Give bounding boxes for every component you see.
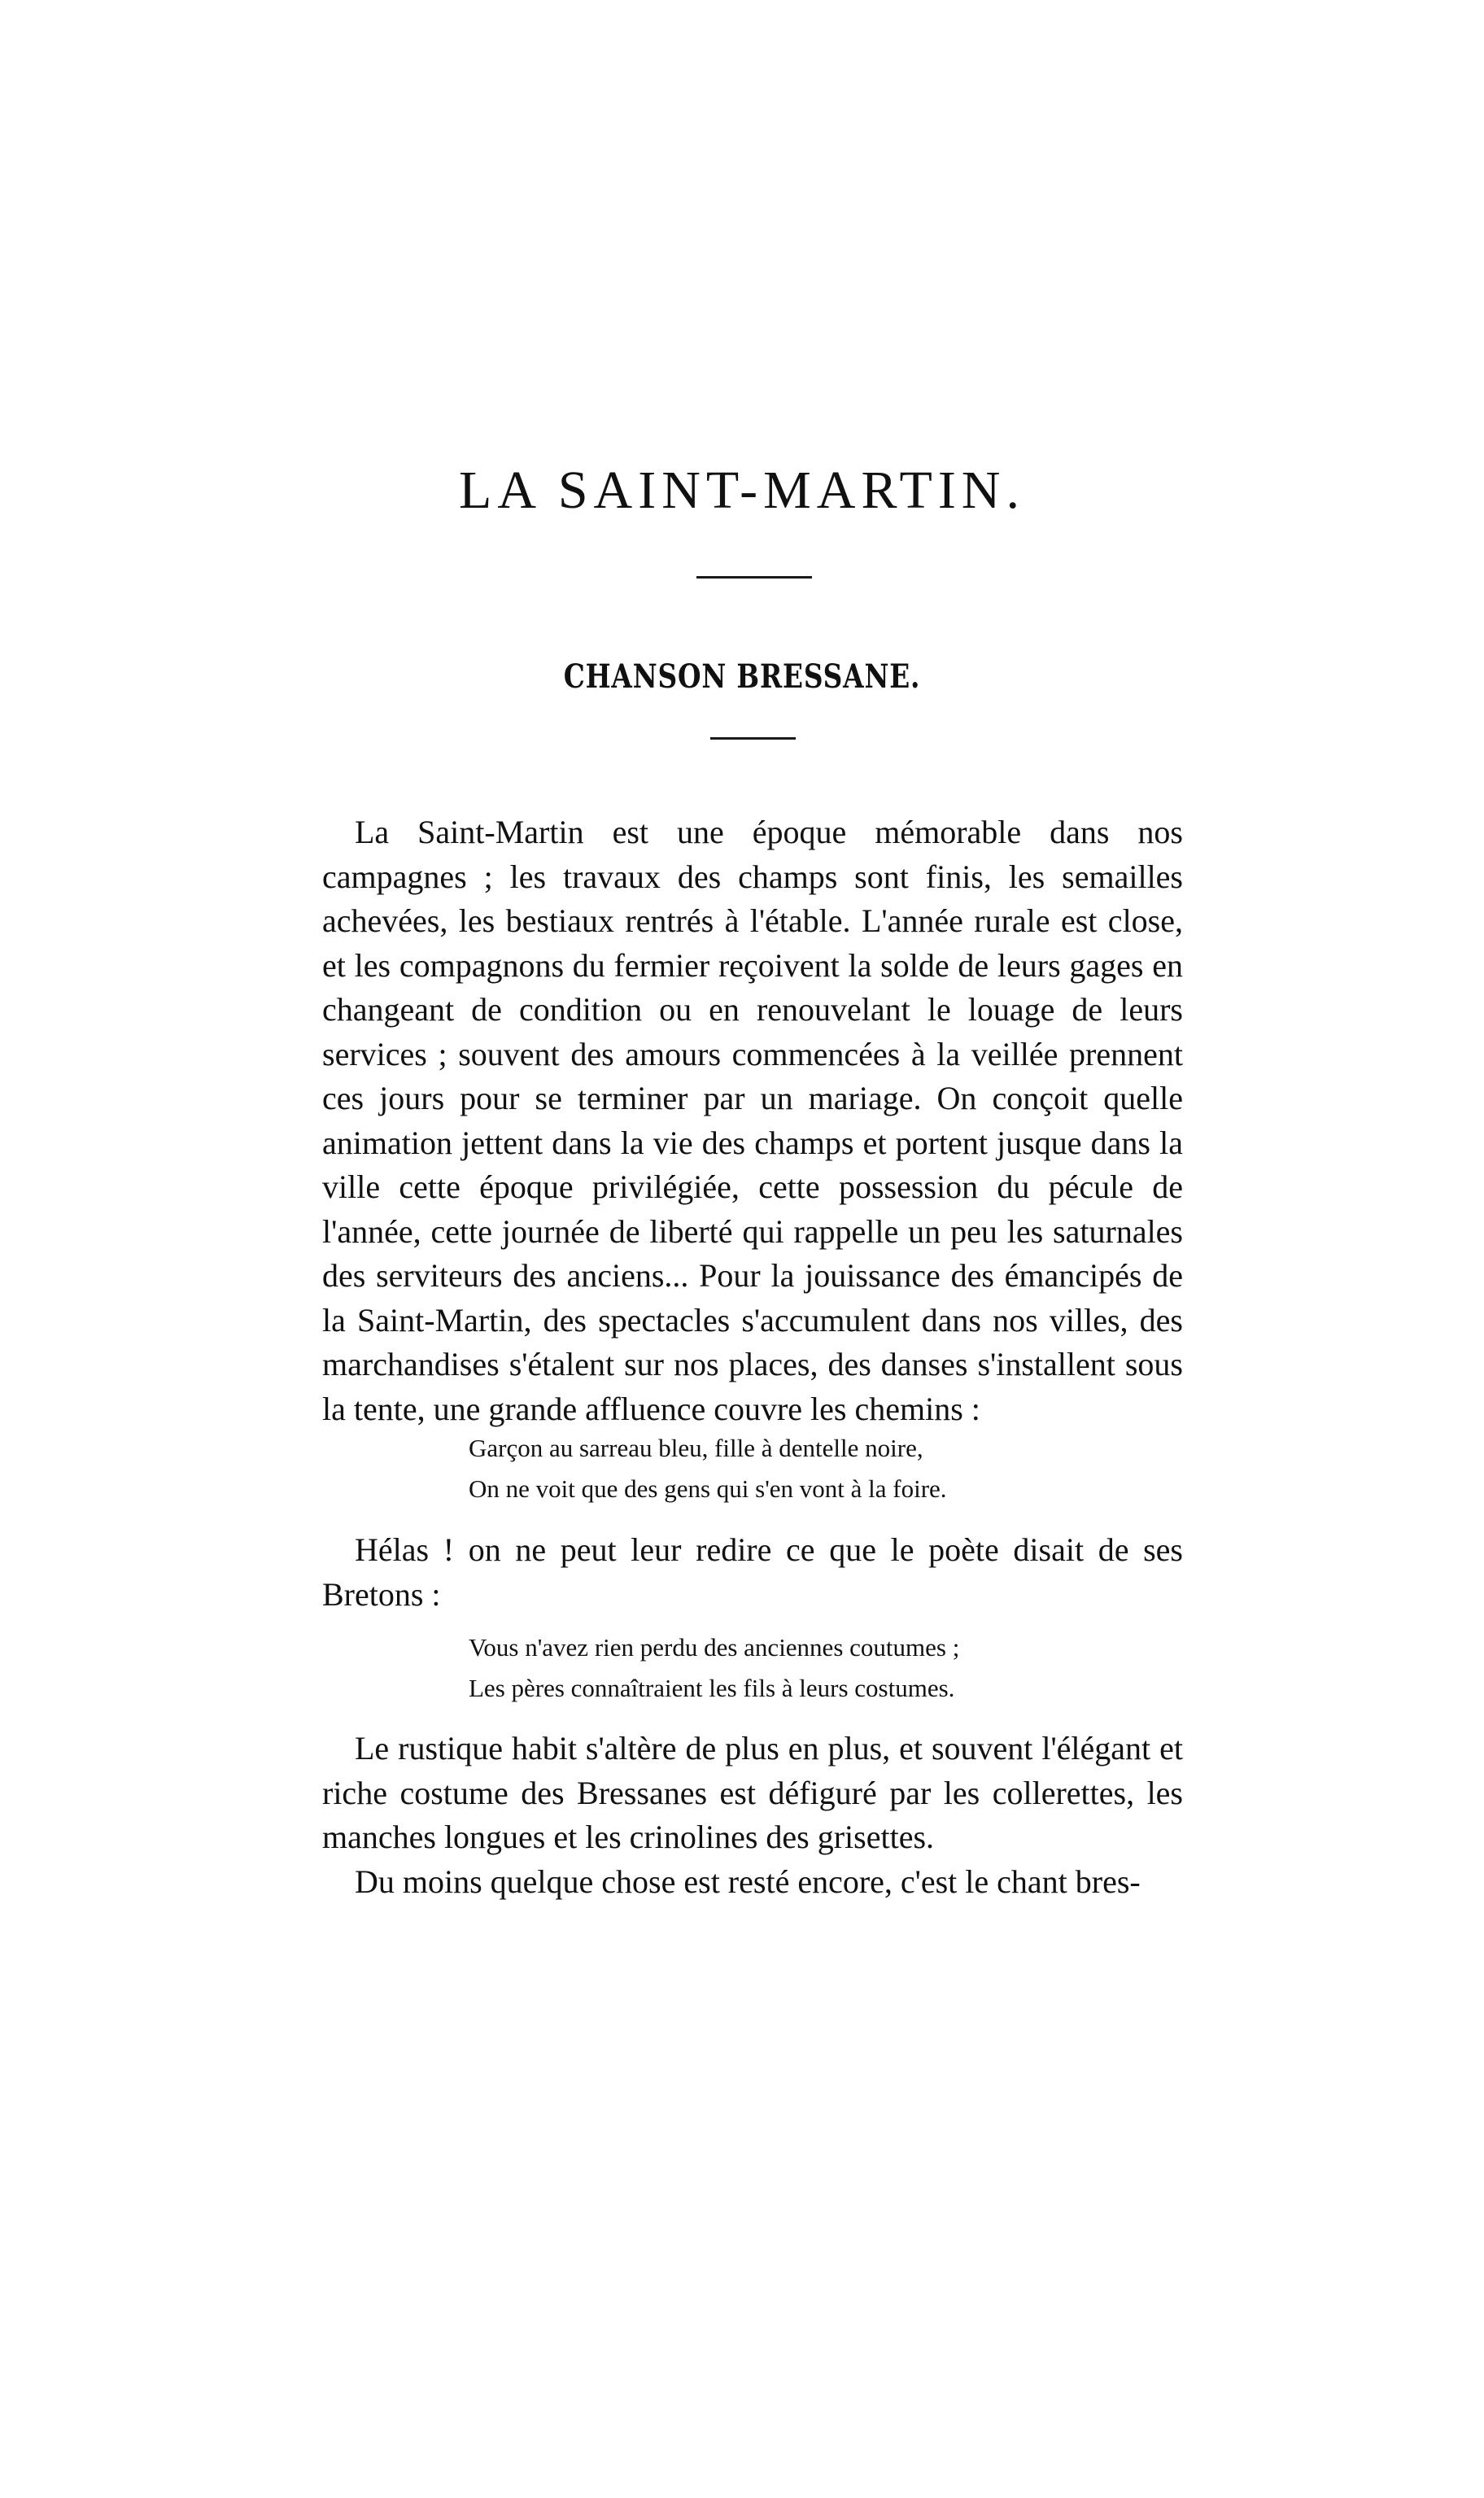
paragraph-block-1 (322, 810, 1183, 1431)
page-subtitle: CHANSON BRESSANE. (563, 657, 921, 696)
page-title: LA SAINT-MARTIN. (459, 461, 1025, 520)
paragraph: Du moins quelque chose est resté encore, c'est le chant bres- (355, 1863, 1141, 1900)
paragraph-block-3 (322, 1727, 1183, 1904)
paragraph: Hélas ! on ne peut leur redire ce que le poète disait de ses Bretons : (322, 1531, 1183, 1613)
verse-line: Vous n'avez rien perdu des anciennes coutumes ; (469, 1633, 960, 1662)
paragraph-block-2 (322, 1528, 1183, 1617)
verse-line: Les pères connaîtraient les fils à leurs costumes. (469, 1674, 955, 1702)
paragraph: Le rustique habit s'altère de plus en plus, et souvent l'élégant et riche costume des Bressanes est défiguré par les collerettes, les manches longues et les crinolines des grisettes. (322, 1730, 1183, 1855)
verse-quote-1 (469, 1428, 947, 1509)
subtitle-divider (710, 737, 796, 740)
title-divider (696, 576, 812, 579)
verse-line: Garçon au sarreau bleu, fille à dentelle noire, (469, 1434, 923, 1462)
verse-quote-2 (469, 1627, 959, 1709)
verse-line: On ne voit que des gens qui s'en vont à la foire. (469, 1474, 947, 1503)
paragraph: La Saint-Martin est une époque mémorable dans nos campagnes ; les travaux des champs sont finis, les semailles achevées, les bestiaux rentrés à l'étable. L'année rurale est close, et les compagnons du fermier reçoivent la solde de leurs gages en changeant de condition ou en renouvelant le louage de leurs services ; souvent des amours commencées à la veillée prennent ces jours pour se terminer par un mariage. On conçoit quelle animation jettent dans la vie des champs et portent jusque dans la ville cette époque privilégiée, cette possession du pécule de l'année, cette journée de liberté qui rappelle un peu les saturnales des serviteurs des anciens... Pour la jouissance des émancipés de la Saint-Martin, des spectacles s'accumulent dans nos villes, des marchandises s'étalent sur nos places, des danses s'installent sous la tente, une grande affluence couvre les chemins : (322, 814, 1183, 1427)
